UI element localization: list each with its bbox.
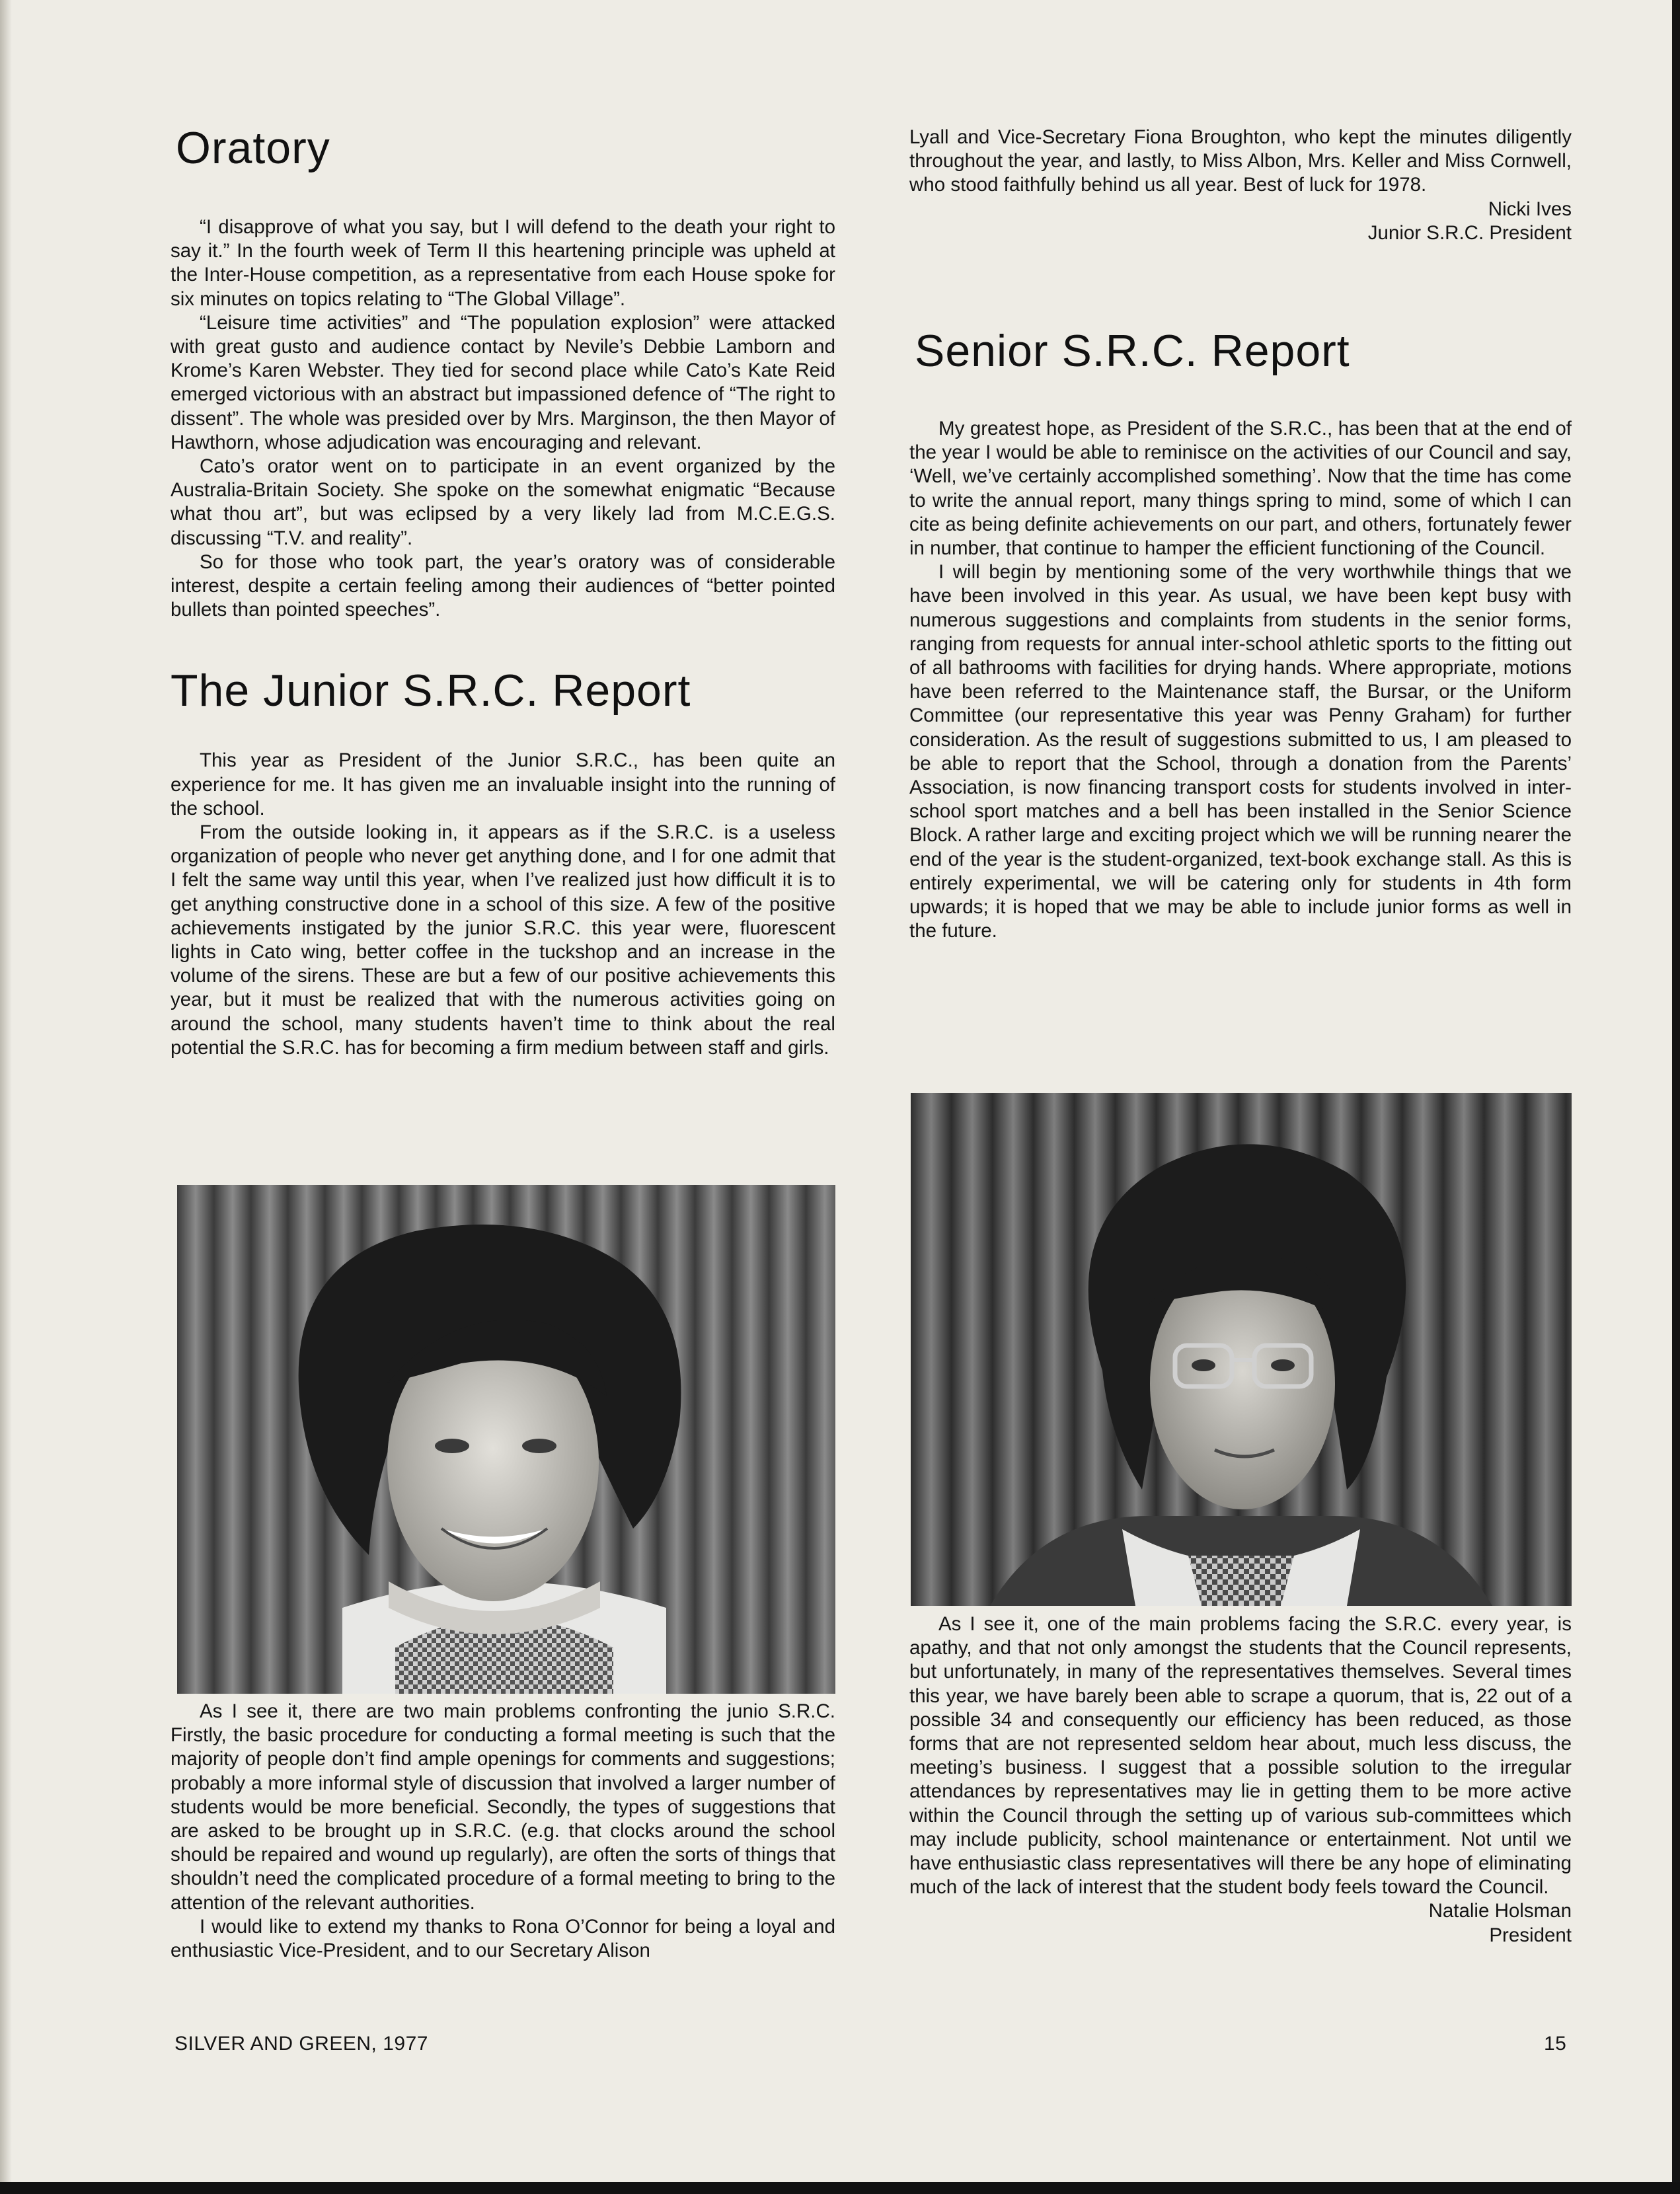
oratory-paragraph: Cato’s orator went on to participate in an event organized by the Australia-Britain Society. She spoke on the somewhat enigmatic “Because what thou art”, but was eclipsed by a very likely lad from M.C.E.G.S. discussing “T.V. and reality”. <box>171 455 835 549</box>
senior-paragraph: As I see it, one of the main problems facing the S.R.C. every year, is apathy, and that not only amongst the students that the Council represents, but unfortunately, in many of the representatives themselves. Several times this year, we have barely been able to scrape a quorum, that is, 22 out of a possible 34 and consequently our efficiency has been reduced, as those forms that are not represented seldom hear about, much less discuss, the meeting’s business. I suggest that a possible solution to the irregular attendances by representatives may lie in getting them to be more active within the Council through the setting up of various sub-committees which may include publicity, school maintenance or entertainment. Not until we have enthusiastic class representatives will there be any hope of eliminating much of the lack of interest that the student body feels toward the Council. <box>909 1613 1572 1899</box>
junior-paragraph: From the outside looking in, it appears as if the S.R.C. is a useless organization of people who never get anything done, and I for one admit that I felt the same way until this year, when I’ve realized just how difficult it is to get anything constructive done in a school of this size. A few of the positive achievements instigated by the junior S.R.C. this year were, fluorescent lights in Cato wing, better coffee in the tuckshop and an increase in the volume of the sirens. These are but a few of our positive achievements this year, but it must be realized that with the numerous activities going on around the school, many students haven’t time to think about the real potential the S.R.C. has for becoming a firm medium between staff and girls. <box>171 821 835 1059</box>
oratory-paragraph: “Leisure time activities” and “The population explosion” were attacked with great gusto and audience contact by Nevile’s Debbie Lamborn and Krome’s Karen Webster. They tied for second place while Cato’s Kate Reid emerged victorious with an abstract but impassioned defence of “The right to dissent”. The whole was presided over by Mrs. Marginson, the then Mayor of Hawthorn, whose adjudication was encouraging and relevant. <box>171 311 835 453</box>
junior-president-photo <box>177 1185 835 1694</box>
senior-title: Senior S.R.C. Report <box>915 326 1350 377</box>
oratory-body <box>171 215 835 622</box>
right-column-bottom <box>909 1612 1572 1948</box>
senior-signature-title: President <box>1489 1924 1572 1946</box>
binding-shadow <box>0 0 12 2194</box>
senior-president-photo <box>911 1093 1572 1606</box>
junior-paragraph: As I see it, there are two main problems confronting the junio S.R.C. Firstly, the basic procedure for conducting a formal meeting is such that the majority of people don’t find ample openings for comments and suggestions; probably a more informal style of discussion that involved a larger number of students would be more beneficial. Secondly, the types of suggestions that are asked to be brought up in S.R.C. (e.g. that clocks around the school should be repaired and wound up regularly), are often the sorts of things that shouldn’t need the complicated procedure of a formal meeting to bring to the attention of the relevant authorities. <box>171 1700 835 1914</box>
junior-signature-name: Nicki Ives <box>1488 198 1572 220</box>
senior-signature <box>909 1899 1572 1947</box>
right-column <box>909 126 1572 943</box>
junior-signature-title: Junior S.R.C. President <box>1367 221 1572 244</box>
senior-body-top <box>909 417 1572 943</box>
junior-paragraph: This year as President of the Junior S.R.C., has been quite an experience for me. It has given me an invaluable insight into the running of the school. <box>171 749 835 819</box>
junior-signature <box>909 198 1572 245</box>
oratory-paragraph: “I disapprove of what you say, but I will defend to the death your right to say it.” In the fourth week of Term II this heartening principle was upheld at the Inter-House competition, as a representative from each House spoke for six minutes on topics relating to “The Global Village”. <box>171 216 835 310</box>
junior-paragraph: I would like to extend my thanks to Rona O’Connor for being a loyal and enthusiastic Vice-President, and to our Secretary Alison <box>171 1915 835 1962</box>
junior-title: The Junior S.R.C. Report <box>171 665 691 716</box>
left-column-bottom <box>171 1700 835 1963</box>
junior-continuation: Lyall and Vice-Secretary Fiona Broughton, who kept the minutes diligently throughout the year, and lastly, to Miss Albon, Mrs. Keller and Miss Cornwell, who stood faithfully behind us all year. Best of luck for 1978. <box>909 126 1572 196</box>
junior-body-top <box>171 749 835 1060</box>
footer-publication: SILVER AND GREEN, 1977 <box>174 2033 428 2055</box>
footer-page-number: 15 <box>1544 2033 1567 2055</box>
portrait-image <box>177 1185 835 1694</box>
page-edge <box>1672 0 1680 2194</box>
senior-paragraph: I will begin by mentioning some of the very worthwhile things that we have been involved in this year. As usual, we have been kept busy with numerous suggestions and complaints from students in the senior forms, ranging from requests for annual inter-school athletic sports to the fitting out of all bathrooms with facilities for drying hands. Where appropriate, motions have been referred to the Maintenance staff, the Bursar, or the Uniform Committee (our representative this year was Penny Graham) for further consideration. As the result of suggestions submitted to us, I am pleased to be able to report that the School, through a donation from the Parents’ Association, is now financing transport costs for students involved in inter-school sport matches and a bell has been installed in the Senior Science Block. A rather large and exciting project which we will be running nearer the end of the year is the student-organized, text-book exchange stall. As this is entirely experimental, we will be catering only for students in 4th form upwards; it is hoped that we may be able to include junior forms as well in the future. <box>909 561 1572 942</box>
senior-signature-name: Natalie Holsman <box>1428 1900 1572 1922</box>
oratory-title: Oratory <box>176 123 330 173</box>
senior-paragraph: My greatest hope, as President of the S.R.C., has been that at the end of the year I would be able to reminisce on the activities of our Council and say, ‘Well, we’ve certainly accomplished something’. Now that the time has come to write the annual report, many things spring to mind, some of which I can cite as being definite achievements on our part, and others, fortunately fewer in number, that continue to hamper the efficient functioning of the Council. <box>909 418 1572 560</box>
portrait-image <box>911 1093 1572 1606</box>
scan-bottom-edge <box>0 2182 1680 2194</box>
oratory-paragraph: So for those who took part, the year’s oratory was of considerable interest, despite a certain feeling among their audiences of “better pointed bullets than pointed speeches”. <box>171 550 835 621</box>
left-column <box>171 123 835 1060</box>
